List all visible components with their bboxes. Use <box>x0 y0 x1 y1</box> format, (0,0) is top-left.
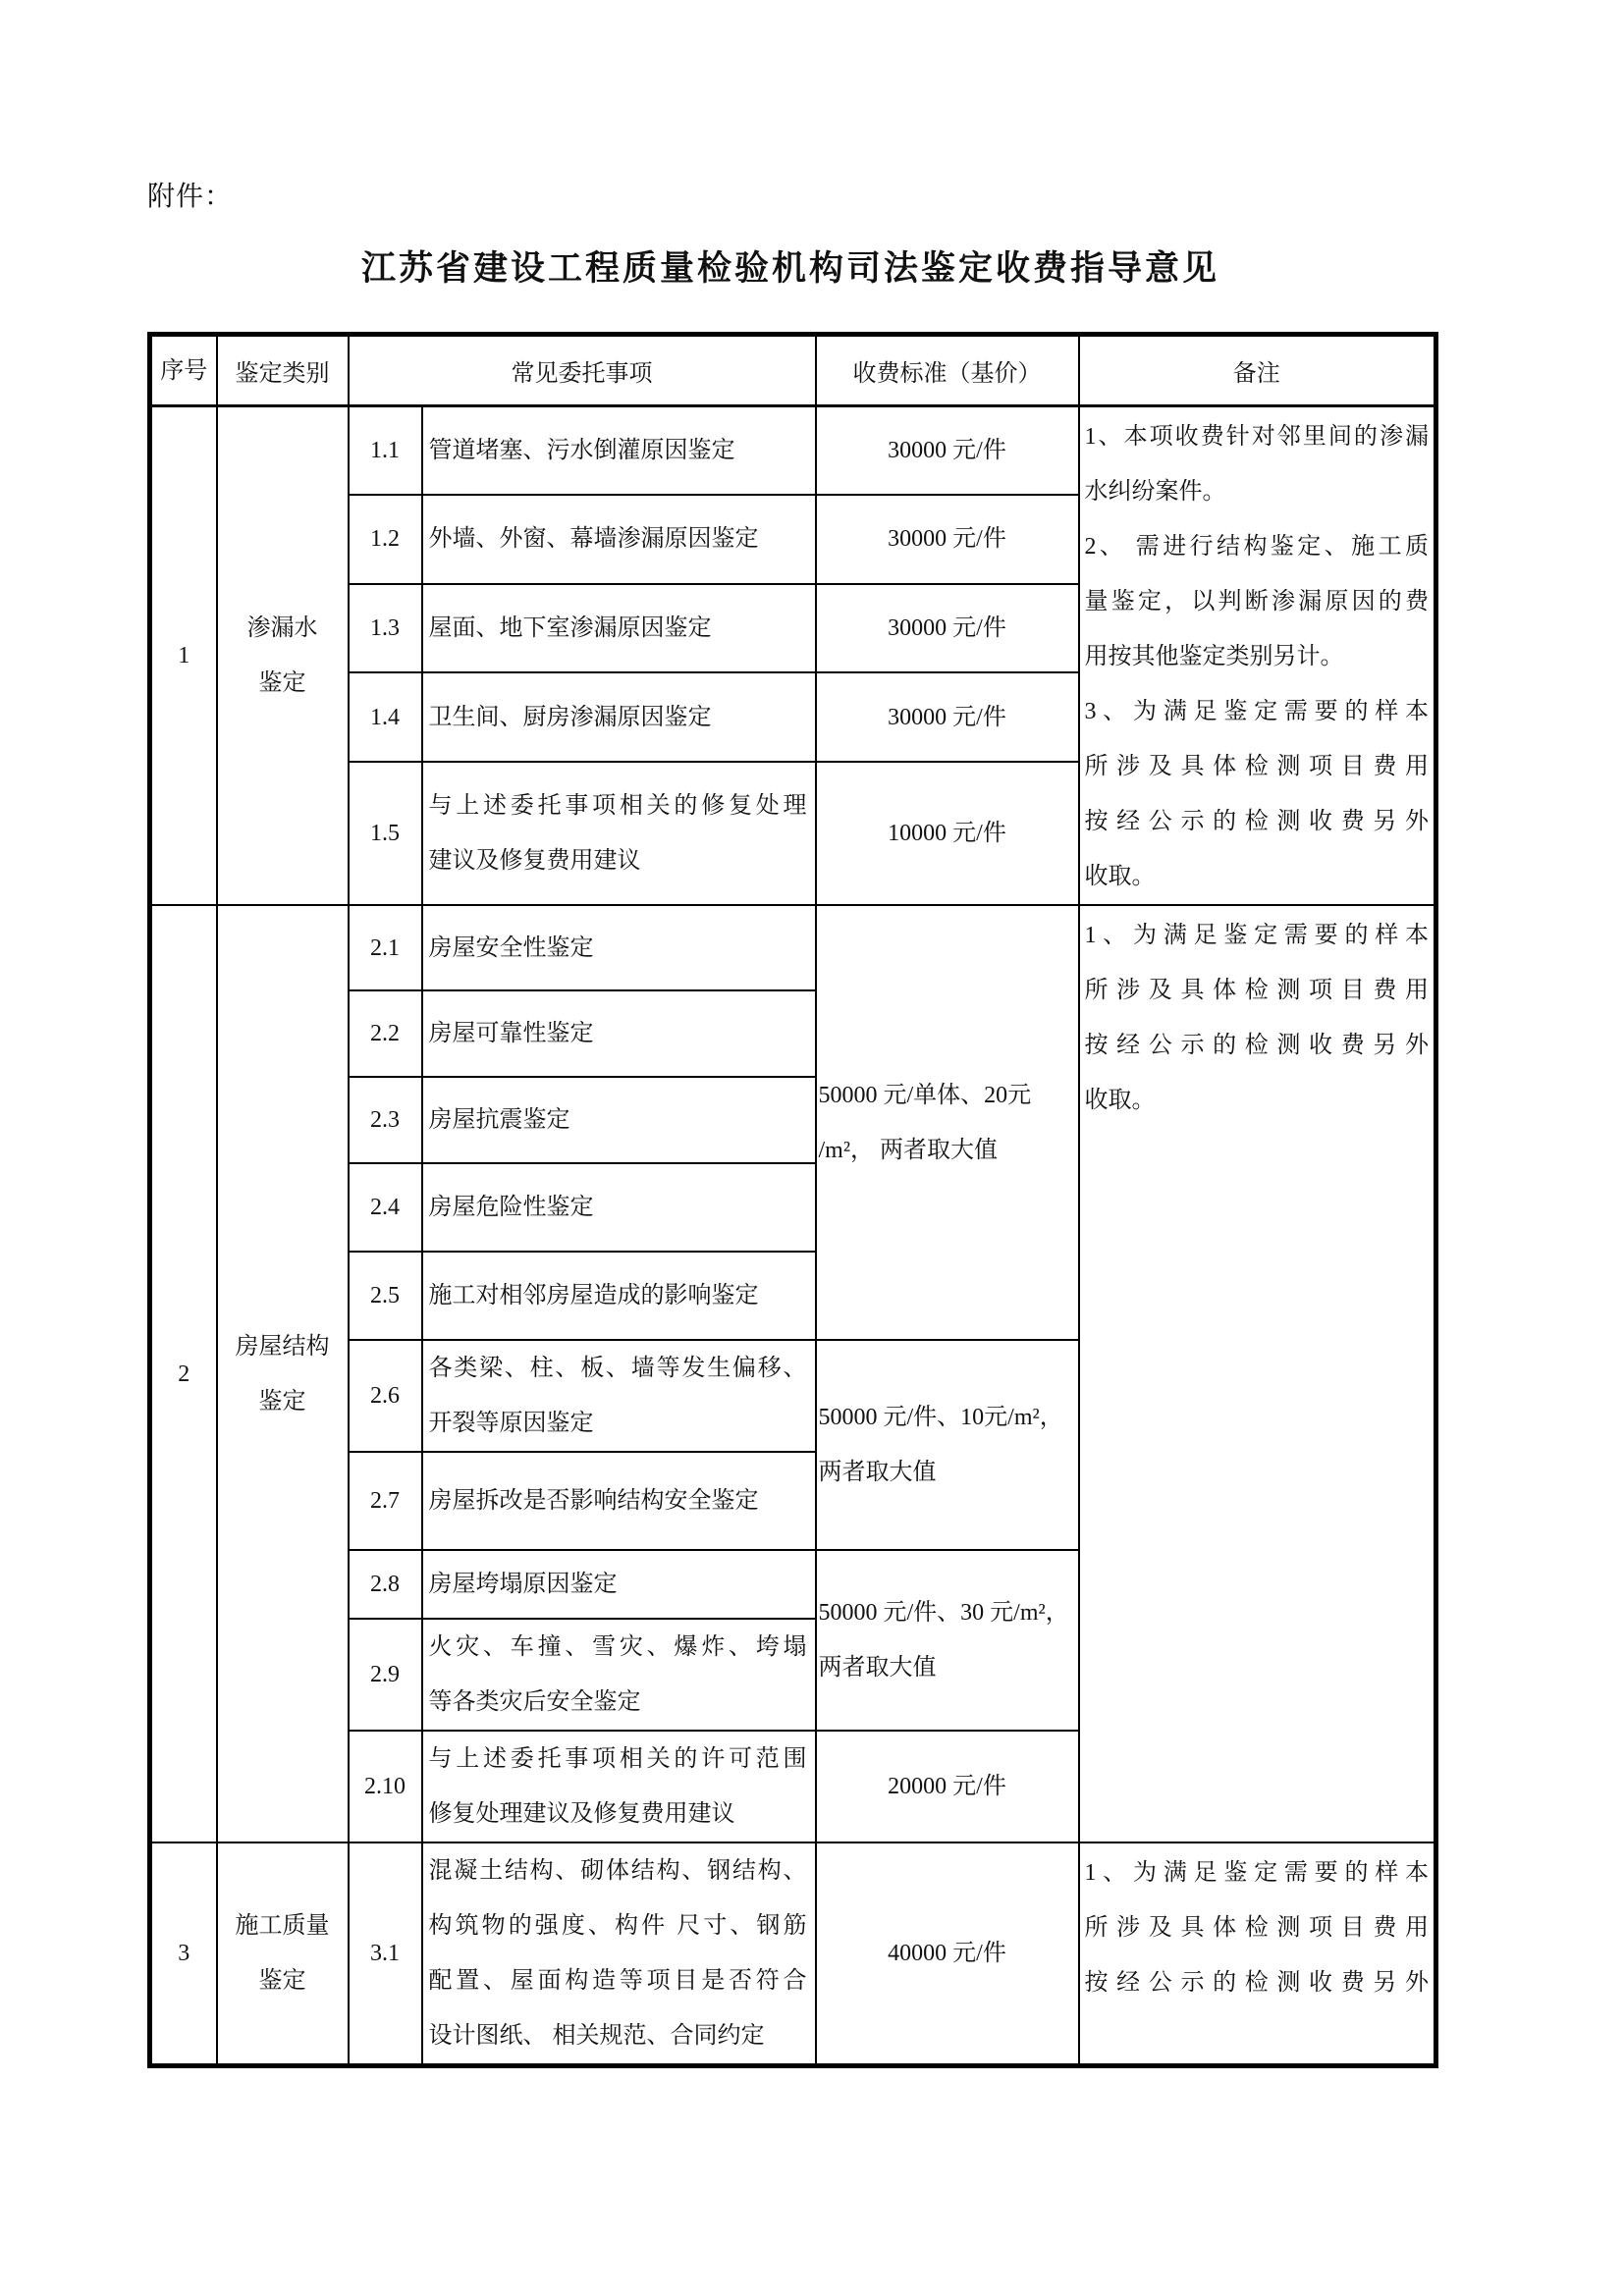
category-cell-line: 施工质量 <box>235 1913 330 1939</box>
category-cell-line: 鉴定 <box>258 670 306 696</box>
fee-cell-line: 30000 元/件 <box>888 704 1006 730</box>
remark-cell-line: 所涉及具体检测项目费用 <box>1084 978 1429 1003</box>
matter-cell-line: 建议及修复费用建议 <box>428 847 641 874</box>
category-cell <box>217 1842 349 2066</box>
item-number-cell-line: 2.7 <box>370 1488 400 1514</box>
table-row-2.1 <box>150 905 1436 990</box>
section-seq-cell <box>150 406 217 906</box>
fee-cell-line: 30000 元/件 <box>888 438 1006 464</box>
item-number-cell <box>349 1550 422 1619</box>
fee-cell-line: /m²， 两者取大值 <box>818 1137 999 1163</box>
fee-cell-line: 30000 元/件 <box>888 615 1006 642</box>
item-number-cell-line: 3.1 <box>370 1941 400 1966</box>
item-number-cell <box>349 1163 422 1252</box>
matter-cell <box>422 1550 816 1619</box>
item-number-cell <box>349 905 422 990</box>
fee-cell-line: 20000 元/件 <box>888 1774 1006 1799</box>
matter-cell-line: 设计图纸、 相关规范、合同约定 <box>428 2023 765 2049</box>
item-number-cell <box>349 1077 422 1163</box>
table-body <box>150 406 1436 2066</box>
category-cell-line: 房屋结构 <box>235 1333 330 1360</box>
fee-guidance-table <box>147 332 1438 2068</box>
matter-cell-line: 配置、屋面构造等项目是否符合 <box>428 1968 807 1994</box>
matter-cell-line: 房屋危险性鉴定 <box>428 1195 594 1220</box>
item-number-cell-line: 2.2 <box>370 1021 400 1046</box>
fee-cell <box>816 1340 1079 1550</box>
table-row-3.1 <box>150 1842 1436 2066</box>
remark-cell-line: 量鉴定，以判断渗漏原因的费 <box>1084 589 1429 614</box>
fee-cell <box>816 905 1079 1340</box>
item-number-cell <box>349 1619 422 1731</box>
remark-cell-line: 2、 需进行结构鉴定、施工质 <box>1084 534 1429 560</box>
matter-cell <box>422 1842 816 2066</box>
fee-cell <box>816 762 1079 905</box>
fee-cell <box>816 495 1079 584</box>
item-number-cell-line: 1.4 <box>370 704 400 730</box>
matter-cell-line: 房屋拆改是否影响结构安全鉴定 <box>428 1488 759 1514</box>
category-cell-line: 鉴定 <box>258 1968 306 1994</box>
item-number-cell <box>349 1731 422 1842</box>
item-number-cell-line: 2.10 <box>364 1774 406 1799</box>
matter-cell-line: 与上述委托事项相关的许可范围 <box>428 1746 807 1772</box>
remark-cell <box>1079 1842 1436 2066</box>
item-number-cell-line: 2.4 <box>370 1195 400 1220</box>
matter-cell <box>422 905 816 990</box>
header-seq: 序号 <box>150 335 217 406</box>
section-seq-cell-line: 2 <box>178 1361 190 1387</box>
fee-cell <box>816 672 1079 762</box>
fee-cell-line: 两者取大值 <box>818 1655 937 1681</box>
remark-cell-line: 所涉及具体检测项目费用 <box>1084 1915 1429 1941</box>
item-number-cell-line: 2.5 <box>370 1283 400 1308</box>
matter-cell <box>422 406 816 496</box>
item-number-cell <box>349 990 422 1077</box>
item-number-cell <box>349 672 422 762</box>
remark-cell-line: 收取。 <box>1084 864 1156 889</box>
matter-cell-line: 屋面、地下室渗漏原因鉴定 <box>428 615 712 642</box>
matter-cell-line: 等各类灾后安全鉴定 <box>428 1689 641 1715</box>
matter-cell <box>422 1163 816 1252</box>
fee-cell-line: 50000 元/件、10元/m²， <box>818 1405 1063 1430</box>
matter-cell <box>422 1252 816 1340</box>
matter-cell-line: 混凝土结构、砌体结构、钢结构、 <box>428 1858 807 1884</box>
remark-cell-line: 3、为满足鉴定需要的样本 <box>1084 699 1429 724</box>
matter-cell <box>422 1619 816 1731</box>
matter-cell <box>422 1731 816 1842</box>
item-number-cell <box>349 1252 422 1340</box>
fee-cell-line: 50000 元/件、30 元/m²， <box>818 1600 1069 1626</box>
fee-cell <box>816 406 1079 496</box>
matter-cell <box>422 584 816 673</box>
item-number-cell-line: 2.1 <box>370 934 400 961</box>
item-number-cell <box>349 406 422 496</box>
item-number-cell-line: 1.3 <box>370 615 400 642</box>
category-cell <box>217 905 349 1842</box>
fee-cell-line: 40000 元/件 <box>888 1941 1006 1966</box>
fee-cell-line: 50000 元/单体、20元 <box>818 1082 1032 1108</box>
header-matter: 常见委托事项 <box>349 335 816 406</box>
item-number-cell-line: 2.9 <box>370 1662 400 1687</box>
matter-cell-line: 开裂等原因鉴定 <box>428 1411 594 1436</box>
matter-cell-line: 房屋可靠性鉴定 <box>428 1021 594 1046</box>
fee-cell <box>816 1550 1079 1731</box>
item-number-cell-line: 1.2 <box>370 526 400 553</box>
matter-cell-line: 修复处理建议及修复费用建议 <box>428 1801 735 1827</box>
matter-cell <box>422 495 816 584</box>
remark-cell-line: 水纠纷案件。 <box>1084 479 1226 505</box>
item-number-cell-line: 2.8 <box>370 1572 400 1597</box>
table-row-1.1 <box>150 406 1436 496</box>
fee-cell-line: 两者取大值 <box>818 1460 937 1485</box>
fee-cell-line: 10000 元/件 <box>888 820 1006 846</box>
attachment-label: 附件： <box>147 182 234 212</box>
matter-cell-line: 外墙、外窗、幕墙渗漏原因鉴定 <box>428 526 759 553</box>
section-seq-cell-line: 3 <box>178 1941 190 1966</box>
matter-cell <box>422 762 816 905</box>
item-number-cell-line: 1.1 <box>370 438 400 464</box>
matter-cell-line: 各类梁、柱、板、墙等发生偏移、 <box>428 1356 807 1381</box>
remark-cell-line: 按经公示的检测收费另外 <box>1084 1033 1429 1058</box>
item-number-cell-line: 2.3 <box>370 1107 400 1133</box>
item-number-cell-line: 1.5 <box>370 820 400 846</box>
category-cell-line: 鉴定 <box>258 1388 306 1415</box>
matter-cell-line: 管道堵塞、污水倒灌原因鉴定 <box>428 438 735 464</box>
section-seq-cell <box>150 1842 217 2066</box>
item-number-cell <box>349 495 422 584</box>
matter-cell-line: 施工对相邻房屋造成的影响鉴定 <box>428 1283 759 1308</box>
item-number-cell <box>349 584 422 673</box>
remark-cell-line: 按经公示的检测收费另外 <box>1084 809 1429 834</box>
fee-cell <box>816 1842 1079 2066</box>
header-category: 鉴定类别 <box>217 335 349 406</box>
section-seq-cell <box>150 905 217 1842</box>
item-number-cell <box>349 762 422 905</box>
category-cell-line: 渗漏水 <box>246 615 318 641</box>
remark-cell-line: 用按其他鉴定类别另计。 <box>1084 644 1344 669</box>
header-fee: 收费标准（基价） <box>816 335 1079 406</box>
page-title: 江苏省建设工程质量检验机构司法鉴定收费指导意见 <box>360 249 1219 288</box>
remark-cell-line: 1、为满足鉴定需要的样本 <box>1084 923 1429 948</box>
item-number-cell <box>349 1340 422 1452</box>
remark-cell-line: 所涉及具体检测项目费用 <box>1084 754 1429 779</box>
header-remark: 备注 <box>1079 335 1436 406</box>
section-seq-cell-line: 1 <box>178 643 190 668</box>
fee-cell <box>816 1731 1079 1842</box>
remark-cell-line: 1、本项收费针对邻里间的渗漏 <box>1084 424 1429 450</box>
remark-cell-line: 1、为满足鉴定需要的样本 <box>1084 1860 1429 1886</box>
matter-cell <box>422 1340 816 1452</box>
fee-cell <box>816 584 1079 673</box>
matter-cell <box>422 990 816 1077</box>
table-header <box>150 335 1436 406</box>
item-number-cell <box>349 1842 422 2066</box>
matter-cell <box>422 1077 816 1163</box>
remark-cell-line: 按经公示的检测收费另外 <box>1084 1970 1429 1996</box>
matter-cell-line: 房屋垮塌原因鉴定 <box>428 1572 618 1597</box>
matter-cell-line: 与上述委托事项相关的修复处理 <box>428 792 807 819</box>
item-number-cell <box>349 1452 422 1550</box>
fee-cell-line: 30000 元/件 <box>888 526 1006 553</box>
remark-cell <box>1079 905 1436 1842</box>
matter-cell-line: 房屋安全性鉴定 <box>428 934 594 961</box>
item-number-cell-line: 2.6 <box>370 1383 400 1409</box>
matter-cell <box>422 672 816 762</box>
matter-cell-line: 房屋抗震鉴定 <box>428 1107 570 1133</box>
category-cell <box>217 406 349 906</box>
matter-cell-line: 火灾、车撞、雪灾、爆炸、垮塌 <box>428 1634 807 1660</box>
remark-cell <box>1079 406 1436 906</box>
matter-cell-line: 卫生间、厨房渗漏原因鉴定 <box>428 704 712 730</box>
remark-cell-line: 收取。 <box>1084 1088 1156 1113</box>
matter-cell-line: 构筑物的强度、构件 尺寸、钢筋 <box>428 1913 807 1939</box>
matter-cell <box>422 1452 816 1550</box>
